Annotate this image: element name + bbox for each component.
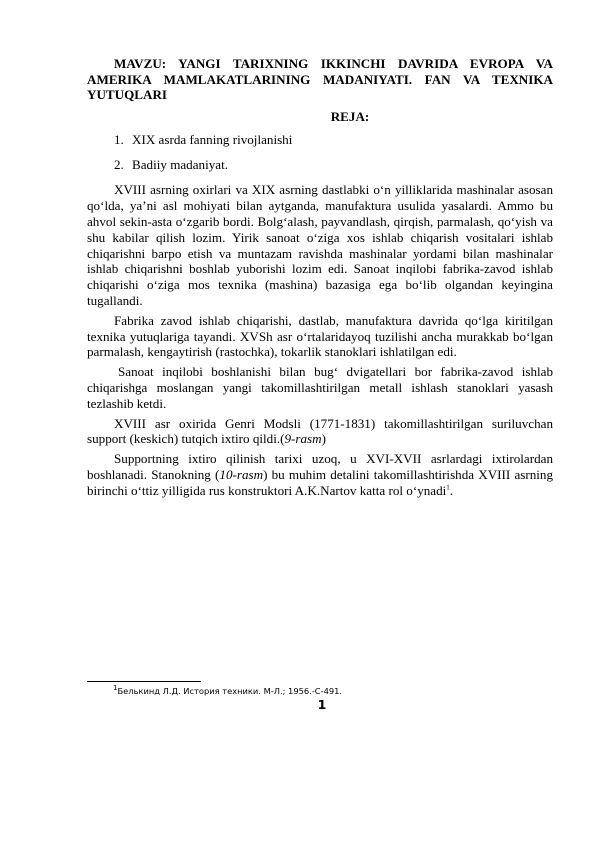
page-content [87, 56, 553, 503]
paragraph [87, 451, 553, 498]
plan-item-text: XIX asrda fanning rivojlanishi [132, 132, 293, 148]
plan-item-number: 2. [114, 157, 124, 173]
footnote [113, 686, 342, 696]
plan-item-text: Badiiy madaniyat. [132, 157, 228, 173]
figure-reference: 10-rasm [219, 466, 264, 482]
paragraph-text: . [449, 482, 454, 498]
paragraph-text: Supportning ixtiro qilinish tarixi uzoq, u XVI-XVII asrlardagi ixtirolardan boshlanadi. Stanokning ( [87, 451, 553, 482]
paragraph: Sanoat inqilobi boshlanishi bilan bug‘ dvigatellari bor fabrika-zavod ishlab chiqarishga moslangan yangi takomillashtirilgan metall ishlash stanoklari yasash tezlashib ketdi. [87, 364, 553, 411]
paragraph-text: ) bu muhim detalini takomillashtirishda XVIII asrning birinchi o‘ttiz yilligida rus konstruktori A.K.Nartov katta rol o‘ynadi [87, 466, 554, 498]
footnote-mark: 1 [113, 684, 118, 693]
plan-item [114, 132, 553, 148]
page-title: MAVZU: YANGI TARIXNING IKKINCHI DAVRIDA EVROPA VA AMERIKA MAMLAKATLARINING MADANIYATI. FAN VA TEXNIKA YUTUQLARI [87, 56, 553, 103]
paragraph-text: XVIII asr oxirida Genri Modsli (1771-1831) takomillashtirilgan suriluvchan support (keskich) tutqich ixtiro qildi.( [87, 415, 553, 447]
footnote-text: Белькинд Л.Д. История техники. М-Л.; 1956.-С-491. [117, 686, 343, 696]
plan-item [114, 157, 553, 173]
page-number: 1 [317, 697, 327, 712]
figure-reference: 9-rasm [284, 431, 322, 447]
footnote-reference[interactable]: 1 [446, 483, 450, 492]
paragraph-text: ) [321, 431, 326, 447]
plan-item-number: 1. [114, 132, 124, 148]
paragraph: XVIII asrning oxirlari va XIX asrning dastlabki o‘n yilliklarida mashinalar asosan qo‘lda, ya’ni asl mohiyati bilan aytganda, manufaktura usulida yasalardi. Ammo bu ahvol sekin-asta o‘zgarib bordi. Bolg‘alash, payvandlash, qirqish, parmalash, qo‘yish va shu kabilar qilish lozim. Yirik sanoat o‘ziga xos ishlab chiqarish vositalari ishlab chiqarishni barpo etish va muntazam ravishda mashinalar yordami bilan mashinalar ishlab chiqarishni boshlab yuborishi lozim edi. Sanoat inqilobi fabrika-zavod ishlab chiqarishi o‘ziga mos texnika (mashina) bazasiga ega bo‘lib olgandan keyingina tugallandi. [87, 182, 553, 308]
paragraph: Fabrika zavod ishlab chiqarishi, dastlab, manufaktura davrida qo‘lga kiritilgan texnika yutuqlariga tayandi. XVSh asr o‘rtalaridayoq tuzilishi ancha murakkab bo‘lgan parmalash, kengaytirish (rastochka), tokarlik stanoklari ishlatilgan edi. [87, 312, 553, 360]
plan-heading: REJA: [330, 108, 370, 124]
paragraph [87, 416, 553, 448]
footnote-separator [87, 681, 201, 682]
